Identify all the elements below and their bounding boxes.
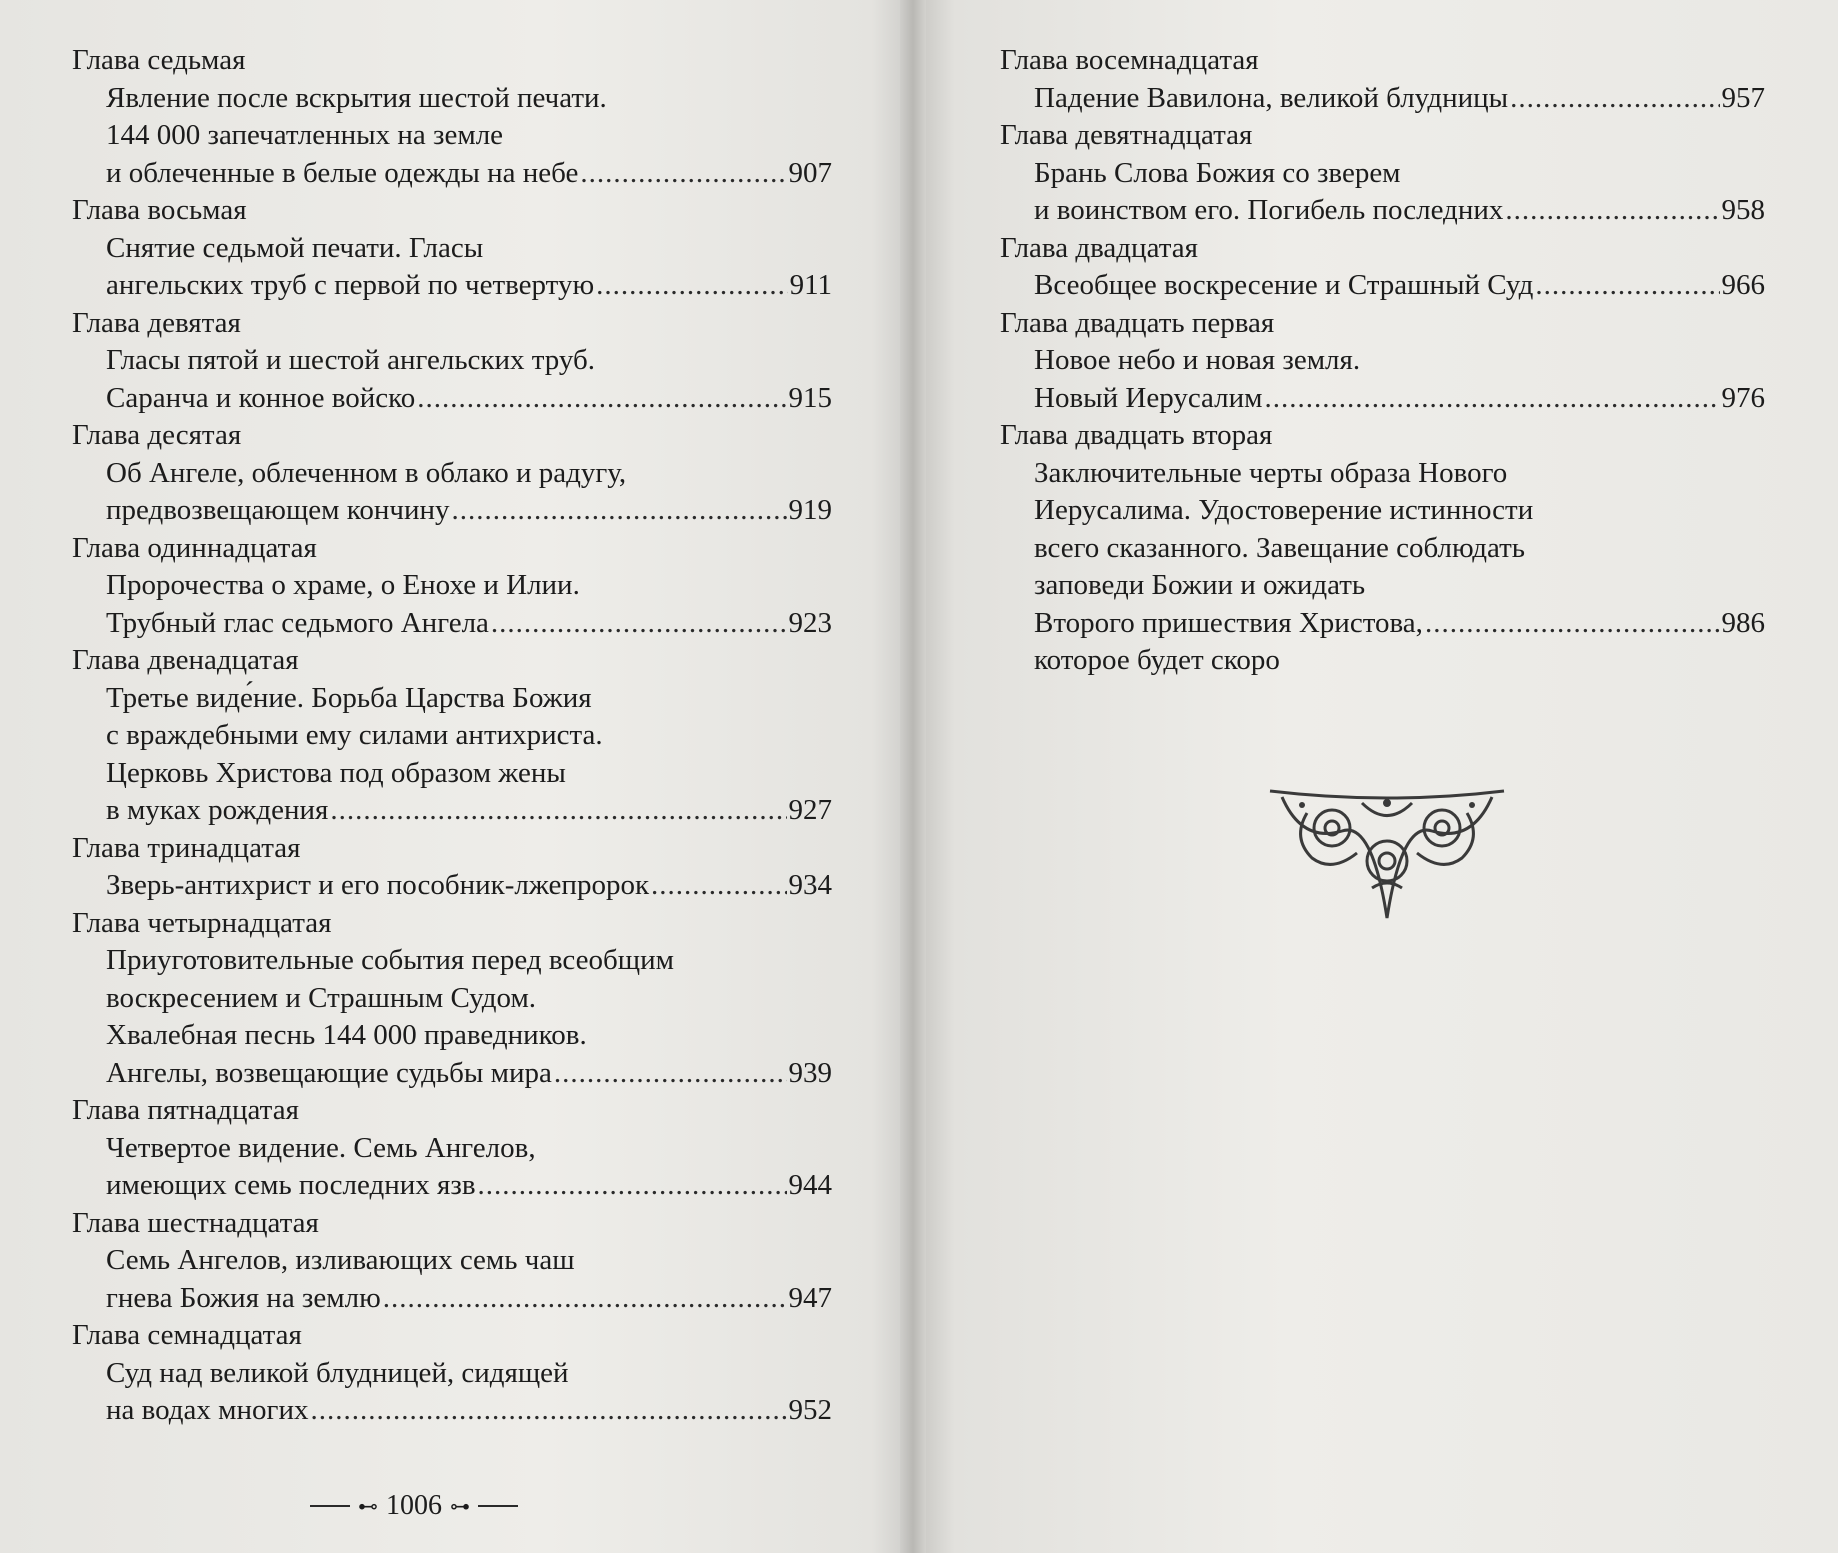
chapter-title: Глава двадцать первая — [1000, 306, 1275, 339]
toc-chapter — [72, 417, 832, 530]
chapter-page-number: 986 — [1721, 606, 1765, 639]
toc-left-column — [72, 42, 832, 1430]
toc-chapter — [72, 905, 832, 1093]
chapter-description-line: Приуготовительные события перед всеобщим — [106, 944, 674, 976]
toc-entry-line — [72, 155, 832, 193]
chapter-page-number: 915 — [788, 381, 832, 414]
dot-leader — [452, 492, 787, 530]
chapter-page-number: 927 — [788, 794, 832, 826]
chapter-description-line: Новый Иерусалим — [1034, 381, 1263, 414]
chapter-description-line: Явление после вскрытия шестой печати. — [106, 81, 607, 114]
chapter-page-number: 952 — [788, 1394, 832, 1426]
chapter-title: Глава девятнадцатая — [1000, 119, 1253, 151]
chapter-description-line: Всеобщее воскресение и Страшный Суд — [1034, 269, 1534, 301]
toc-chapter — [1000, 417, 1765, 680]
toc-chapter — [72, 1092, 832, 1205]
chapter-description-line: всего сказанного. Завещание соблюдать — [1034, 531, 1525, 564]
chapter-title: Глава тринадцатая — [72, 831, 301, 864]
toc-entry-line — [72, 1055, 832, 1093]
toc-entry-line — [1000, 605, 1765, 643]
footer-rule-left — [310, 1505, 350, 1507]
toc-entry-line — [1000, 267, 1765, 305]
toc-right-column — [1000, 42, 1765, 680]
toc-chapter — [72, 830, 832, 905]
chapter-page-number: 966 — [1721, 269, 1765, 301]
footer-ornament-left: ⊷ — [358, 1495, 378, 1518]
chapter-description-line: Зверь-антихрист и его пособник-лжепророк — [106, 869, 650, 901]
chapter-page-number: 934 — [788, 869, 832, 901]
chapter-page-number: 976 — [1721, 381, 1765, 414]
dot-leader — [1535, 267, 1719, 305]
footer-ornament-right: ⊶ — [450, 1495, 470, 1518]
chapter-description-line: Иерусалима. Удостоверение истинности — [1034, 494, 1534, 526]
chapter-description-line: и облеченные в белые одежды на небе — [106, 156, 579, 189]
chapter-description-line: предвозвещающем кончину — [106, 494, 450, 526]
chapter-description-line: Трубный глас седьмого Ангела — [106, 606, 489, 639]
chapter-description-line: Новое небо и новая земля. — [1034, 344, 1361, 376]
toc-entry-line — [72, 1280, 832, 1318]
dot-leader — [478, 1167, 787, 1205]
toc-chapter — [72, 42, 832, 192]
chapter-description-line: Падение Вавилона, великой блудницы — [1034, 81, 1509, 114]
chapter-page-number: 947 — [788, 1281, 832, 1314]
chapter-description-line: которое будет скоро — [1034, 644, 1280, 676]
chapter-title: Глава седьмая — [72, 44, 246, 76]
chapter-description-line: Ангелы, возвещающие судьбы мира — [106, 1056, 552, 1089]
chapter-description-line: заповеди Божии и ожидать — [1034, 569, 1366, 601]
chapter-title: Глава девятая — [72, 306, 241, 339]
chapter-description-line: Четвертое видение. Семь Ангелов, — [106, 1131, 536, 1164]
toc-entry-line — [72, 605, 832, 643]
dot-leader — [596, 267, 787, 305]
chapter-description-line: Хвалебная песнь 144 000 праведников. — [106, 1019, 587, 1051]
chapter-description-line: Семь Ангелов, изливающих семь чаш — [106, 1244, 575, 1276]
chapter-title: Глава десятая — [72, 419, 242, 451]
chapter-title: Глава восемнадцатая — [1000, 44, 1259, 76]
toc-chapter — [1000, 230, 1765, 305]
toc-chapter — [72, 1317, 832, 1430]
chapter-description-line: гнева Божия на землю — [106, 1281, 381, 1314]
chapter-title: Глава семнадцатая — [72, 1319, 302, 1351]
toc-entry-line — [1000, 80, 1765, 118]
toc-chapter — [1000, 117, 1765, 230]
dot-leader — [330, 792, 786, 830]
chapter-title: Глава пятнадцатая — [72, 1094, 299, 1126]
dot-leader — [554, 1055, 787, 1093]
chapter-page-number: 923 — [788, 606, 832, 639]
chapter-description-line: на водах многих — [106, 1394, 309, 1426]
footer-rule-right — [478, 1505, 518, 1507]
chapter-page-number: 957 — [1721, 81, 1765, 114]
chapter-page-number: 907 — [788, 156, 832, 189]
chapter-title: Глава двенадцатая — [72, 644, 299, 676]
toc-entry-line — [1000, 192, 1765, 230]
chapter-description-line: Заключительные черты образа Нового — [1034, 456, 1508, 489]
chapter-description-line: Третье виде́ние. Борьба Царства Божия — [106, 681, 592, 714]
decorative-ornament-icon — [1262, 783, 1512, 923]
chapter-title: Глава двадцатая — [1000, 231, 1198, 264]
toc-chapter — [1000, 305, 1765, 418]
chapter-page-number: 944 — [788, 1169, 832, 1201]
chapter-title: Глава шестнадцатая — [72, 1206, 319, 1239]
chapter-description-line: Суд над великой блудницей, сидящей — [106, 1356, 569, 1389]
chapter-title: Глава восьмая — [72, 194, 247, 226]
dot-leader — [310, 1392, 786, 1430]
chapter-description-line: ангельских труб с первой по четвертую — [106, 269, 595, 301]
chapter-description-line: Об Ангеле, облеченном в облако и радугу, — [106, 456, 627, 489]
dot-leader — [383, 1280, 787, 1318]
chapter-title: Глава двадцать вторая — [1000, 419, 1273, 451]
chapter-description-line: Саранча и конное войско — [106, 381, 416, 414]
toc-chapter — [72, 305, 832, 418]
chapter-description-line: Снятие седьмой печати. Гласы — [106, 231, 484, 264]
dot-leader — [1265, 380, 1720, 418]
page-number: 1006 — [386, 1490, 442, 1521]
toc-entry-line — [72, 380, 832, 418]
chapter-description-line: Пророчества о храме, о Енохе и Илии. — [106, 569, 580, 601]
chapter-description-line: и воинством его. Погибель последних — [1034, 194, 1504, 226]
toc-chapter — [72, 530, 832, 643]
toc-entry-line — [72, 867, 832, 905]
dot-leader — [1510, 80, 1719, 118]
chapter-page-number: 939 — [788, 1056, 832, 1089]
page-footer — [310, 1490, 518, 1522]
dot-leader — [1425, 605, 1720, 643]
chapter-description-line: Гласы пятой и шестой ангельских труб. — [106, 344, 596, 376]
chapter-description-line: с враждебными ему силами антихриста. — [106, 719, 603, 751]
dot-leader — [1505, 192, 1719, 230]
chapter-description-line: Брань Слова Божия со зверем — [1034, 156, 1401, 189]
chapter-description-line: 144 000 запечатленных на земле — [106, 119, 504, 151]
chapter-page-number: 958 — [1721, 194, 1765, 226]
chapter-title: Глава одиннадцатая — [72, 531, 317, 564]
chapter-description-line: в муках рождения — [106, 794, 329, 826]
dot-leader — [417, 380, 786, 418]
chapter-page-number: 911 — [789, 269, 832, 301]
chapter-title: Глава четырнадцатая — [72, 906, 332, 939]
dot-leader — [651, 867, 786, 905]
toc-chapter — [72, 642, 832, 830]
chapter-page-number: 919 — [788, 494, 832, 526]
book-gutter — [900, 0, 926, 1553]
chapter-description-line: воскресением и Страшным Судом. — [106, 981, 537, 1014]
toc-entry-line — [72, 1392, 832, 1430]
chapter-description-line: Церковь Христова под образом жены — [106, 756, 566, 789]
toc-chapter — [72, 1205, 832, 1318]
dot-leader — [491, 605, 787, 643]
chapter-description-line: имеющих семь последних язв — [106, 1169, 476, 1201]
dot-leader — [580, 155, 786, 193]
toc-entry-line — [72, 1167, 832, 1205]
toc-entry-line — [1000, 380, 1765, 418]
toc-chapter — [72, 192, 832, 305]
toc-entry-line — [72, 492, 832, 530]
toc-chapter — [1000, 42, 1765, 117]
toc-entry-line — [72, 792, 832, 830]
toc-entry-line — [72, 267, 832, 305]
chapter-description-line: Второго пришествия Христова, — [1034, 606, 1423, 639]
